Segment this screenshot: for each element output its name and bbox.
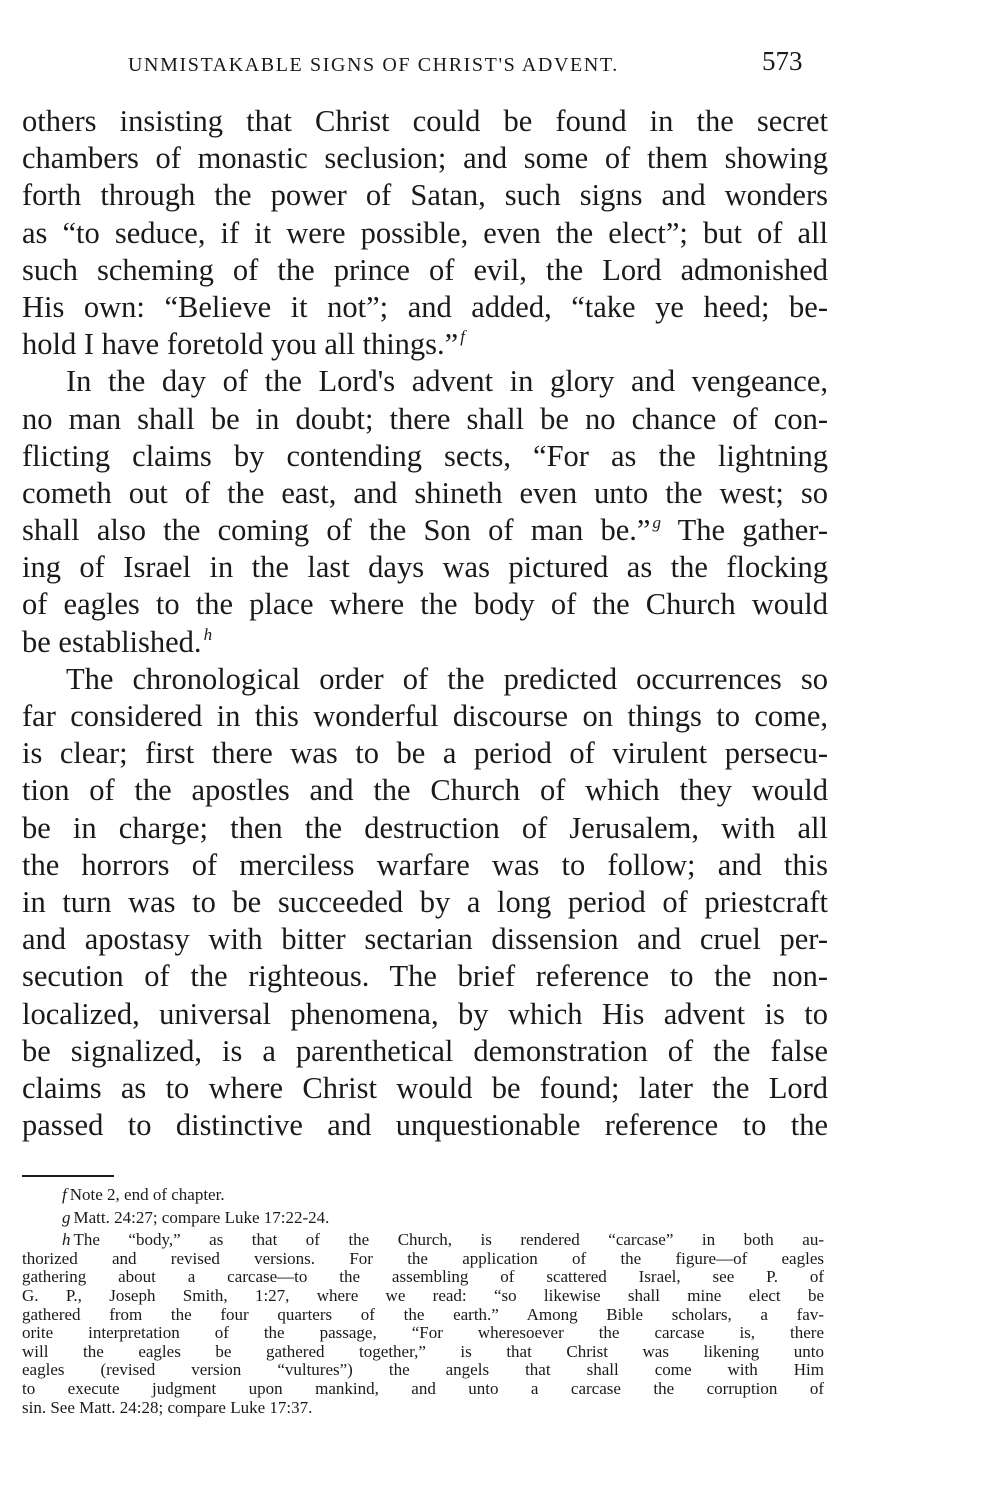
footnote-label: g	[62, 1207, 71, 1227]
footnote-g	[22, 1209, 824, 1228]
footnote-line: thorized and revised versions. For the application of the figure—of eagles	[22, 1248, 824, 1268]
footnote-line: gathered from the four quarters of the earth.” Among Bible scholars, a fav-	[22, 1304, 824, 1324]
footnote-mark-f: f	[460, 327, 465, 347]
text-line: tion of the apostles and the Church of which they would	[22, 773, 828, 808]
text-line	[22, 326, 828, 363]
footnotes	[22, 1186, 824, 1417]
footnote-mark-h: h	[203, 624, 213, 644]
page-number: 573	[762, 46, 803, 76]
footnote-text: Note 2, end of chapter.	[69, 1185, 225, 1204]
text-line-content: be established.	[22, 624, 202, 659]
paragraph-start-line: The chronological order of the predicted occurrences so	[66, 661, 828, 696]
text-line-content: hold I have foretold you all things.”	[22, 327, 459, 362]
text-line: and apostasy with bitter sectarian dissension and cruel per-	[22, 922, 828, 957]
text-line: passed to distinctive and unquestionable reference to the	[22, 1108, 828, 1143]
text-line: in turn was to be succeeded by a long period of priestcraft	[22, 884, 828, 919]
footnote-divider	[22, 1175, 114, 1177]
text-line: ing of Israel in the last days was pictured as the flocking	[22, 550, 828, 585]
text-line-content: shall also the coming of the Son of man be.”	[22, 513, 651, 548]
footnote-line: eagles (revised version “vultures”) the angels that shall come with Him	[22, 1360, 824, 1380]
text-line: such scheming of the prince of evil, the Lord admonished	[22, 252, 828, 287]
footnote-line: to execute judgment upon mankind, and unto a carcase the corruption of	[22, 1378, 824, 1398]
footnote-line: G. P., Joseph Smith, 1:27, where we read: “so likewise shall mine elect be	[22, 1285, 824, 1305]
running-title: UNMISTAKABLE SIGNS OF CHRIST'S ADVENT.	[128, 54, 619, 76]
text-line: localized, universal phenomena, by which His advent is to	[22, 996, 828, 1031]
paragraph-start-line: In the day of the Lord's advent in glory and vengeance,	[66, 364, 828, 399]
footnote-f	[22, 1186, 824, 1205]
text-line: is clear; first there was to be a period of virulent persecu-	[22, 736, 828, 771]
footnote-text: The “body,” as that of the Church, is rendered “carcase” in both au-	[73, 1230, 824, 1250]
text-line: as “to seduce, if it were possible, even the elect”; but of all	[22, 215, 828, 250]
text-line	[22, 624, 828, 661]
body-text	[22, 103, 828, 1144]
text-line-continuation: The gather-	[677, 513, 828, 548]
text-line: be in charge; then the destruction of Jerusalem, with all	[22, 810, 828, 845]
text-line: no man shall be in doubt; there shall be no chance of con-	[22, 401, 828, 436]
footnote-mark-g: g	[652, 513, 661, 533]
text-line: be signalized, is a parenthetical demonstration of the false	[22, 1033, 828, 1068]
page-header	[0, 44, 1000, 84]
text-line: others insisting that Christ could be found in the secret	[22, 104, 828, 138]
text-line: claims as to where Christ would be found; later the Lord	[22, 1070, 828, 1105]
footnote-h	[22, 1231, 824, 1250]
footnote-line: sin. See Matt. 24:28; compare Luke 17:37.	[22, 1397, 313, 1417]
text-line: His own: “Believe it not”; and added, “take ye heed; be-	[22, 289, 828, 324]
text-line: cometh out of the east, and shineth even unto the west; so	[22, 475, 828, 510]
text-line: far considered in this wonderful discourse on things to come,	[22, 699, 828, 733]
text-line: secution of the righteous. The brief reference to the non-	[22, 959, 828, 994]
footnote-line: gathering about a carcase—to the assembling of scattered Israel, see P. of	[22, 1267, 824, 1287]
text-line: of eagles to the place where the body of the Church would	[22, 587, 828, 622]
footnote-label: f	[62, 1185, 67, 1204]
footnote-label: h	[62, 1230, 71, 1250]
footnote-line: orite interpretation of the passage, “For wheresoever the carcase is, there	[22, 1323, 824, 1343]
text-line	[22, 512, 828, 549]
text-line: the horrors of merciless warfare was to follow; and this	[22, 847, 828, 882]
text-line: forth through the power of Satan, such signs and wonders	[22, 178, 828, 213]
text-line: chambers of monastic seclusion; and some of them showing	[22, 141, 828, 176]
footnote-text: Matt. 24:27; compare Luke 17:22-24.	[73, 1207, 330, 1227]
footnote-line: will the eagles be gathered together,” is that Christ was likening unto	[22, 1341, 824, 1361]
text-line: flicting claims by contending sects, “For as the lightning	[22, 438, 828, 473]
